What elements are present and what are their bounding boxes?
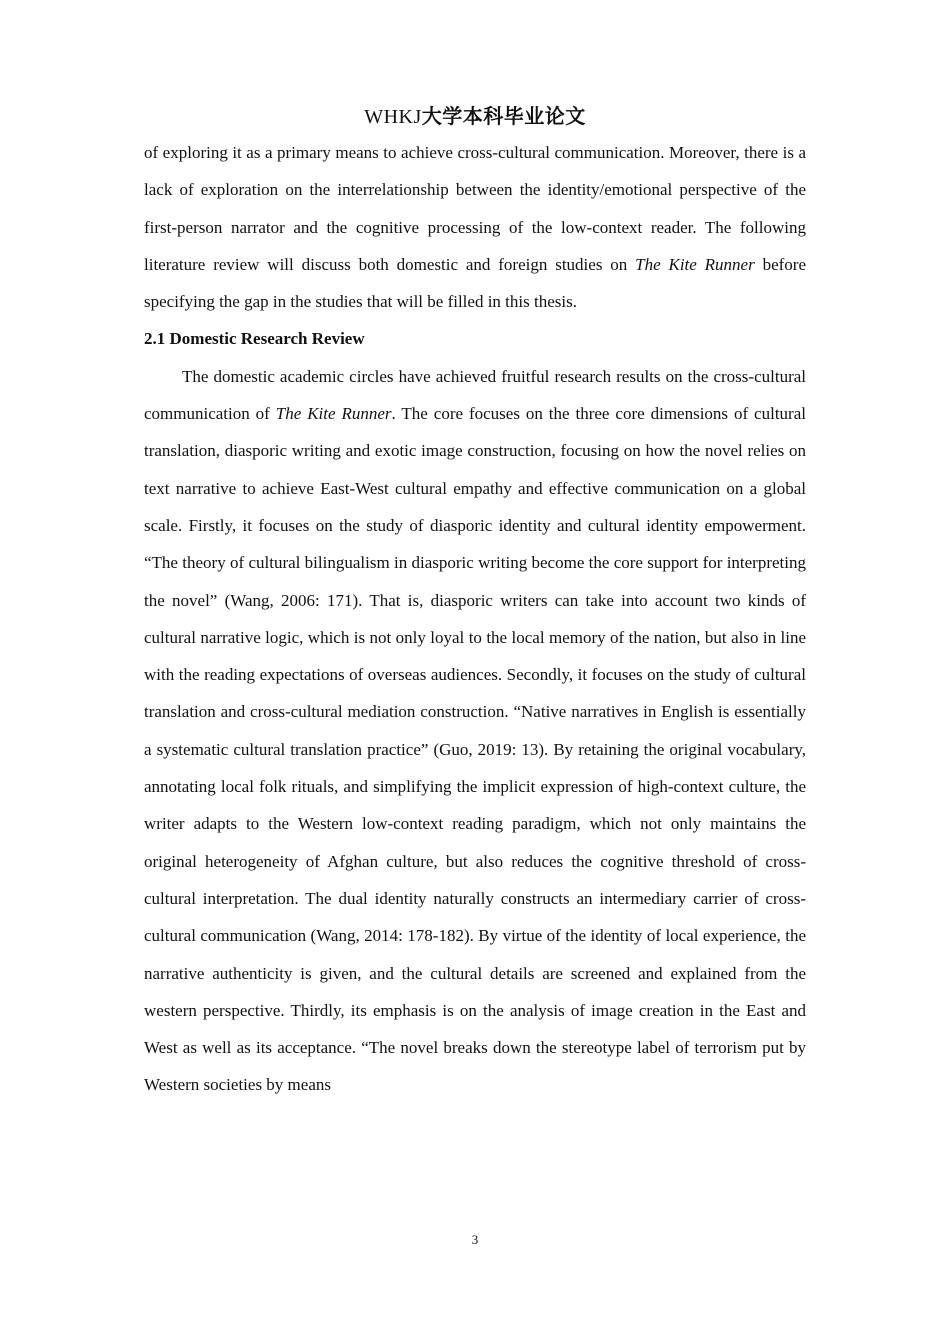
section-text-part1: The domestic academic circles have achieved fruitful research results on the cross-cultural communication of [144, 366, 806, 424]
header-thesis-title: 大学本科毕业论文 [421, 104, 586, 128]
section-text-part2: . The core focuses on the three core dimensions of cultural translation, diasporic writing and exotic image construction, focusing on how the novel relies on text narrative to achieve East-West cultural empathy and effective communication on a global scale. Firstly, it focuses on the study of diasporic identity and cultural identity empowerment. “The theory of cultural bilingualism in diasporic writing become the core support for interpreting the novel” (Wang, 2006: 171). That is, diasporic writers can take into account two kinds of cultural narrative logic, which is not only loyal to the local memory of the nation, but also in line with the reading expectations of overseas audiences. Secondly, it focuses on the study of cultural translation and cross-cultural mediation construction. “Native narratives in English is essentially a systematic cultural translation practice” (Guo, 2019: 13). By retaining the original vocabulary, annotating local folk rituals, and simplifying the implicit expression of high-context culture, the writer adapts to the Western low-context reading paradigm, which not only maintains the original heterogeneity of Afghan culture, but also reduces the cognitive threshold of cross-cultural interpretation. The dual identity naturally constructs an intermediary carrier of cross-cultural communication (Wang, 2014: 178-182). By virtue of the identity of local experience, the narrative authenticity is given, and the cultural details are screened and explained from the western perspective. Thirdly, its emphasis is on the analysis of image creation in the East and West as well as its acceptance. “The novel breaks down the stereotype label of terrorism put by Western societies by means [144, 404, 806, 1095]
intro-text-part2: before specifying the gap in the studies that will be filled in this thesis. [144, 254, 806, 312]
intro-book-title: The Kite Runner [635, 254, 755, 274]
page-number: 3 [471, 1232, 479, 1247]
running-header [0, 103, 950, 130]
page-body [144, 134, 806, 1104]
header-university-code: WHKJ [364, 106, 422, 128]
section-book-title: The Kite Runner [275, 404, 392, 424]
intro-text-part1: of exploring it as a primary means to achieve cross-cultural communication. Moreover, there is a lack of exploration on the interrelationship between the identity/emotional perspective of the first-person narrator and the cognitive processing of the low-context reader. The following literature review will discuss both domestic and foreign studies on [144, 143, 806, 274]
section-paragraph [144, 358, 806, 1104]
section-heading: 2.1 Domestic Research Review [144, 329, 365, 349]
intro-paragraph [144, 134, 806, 320]
